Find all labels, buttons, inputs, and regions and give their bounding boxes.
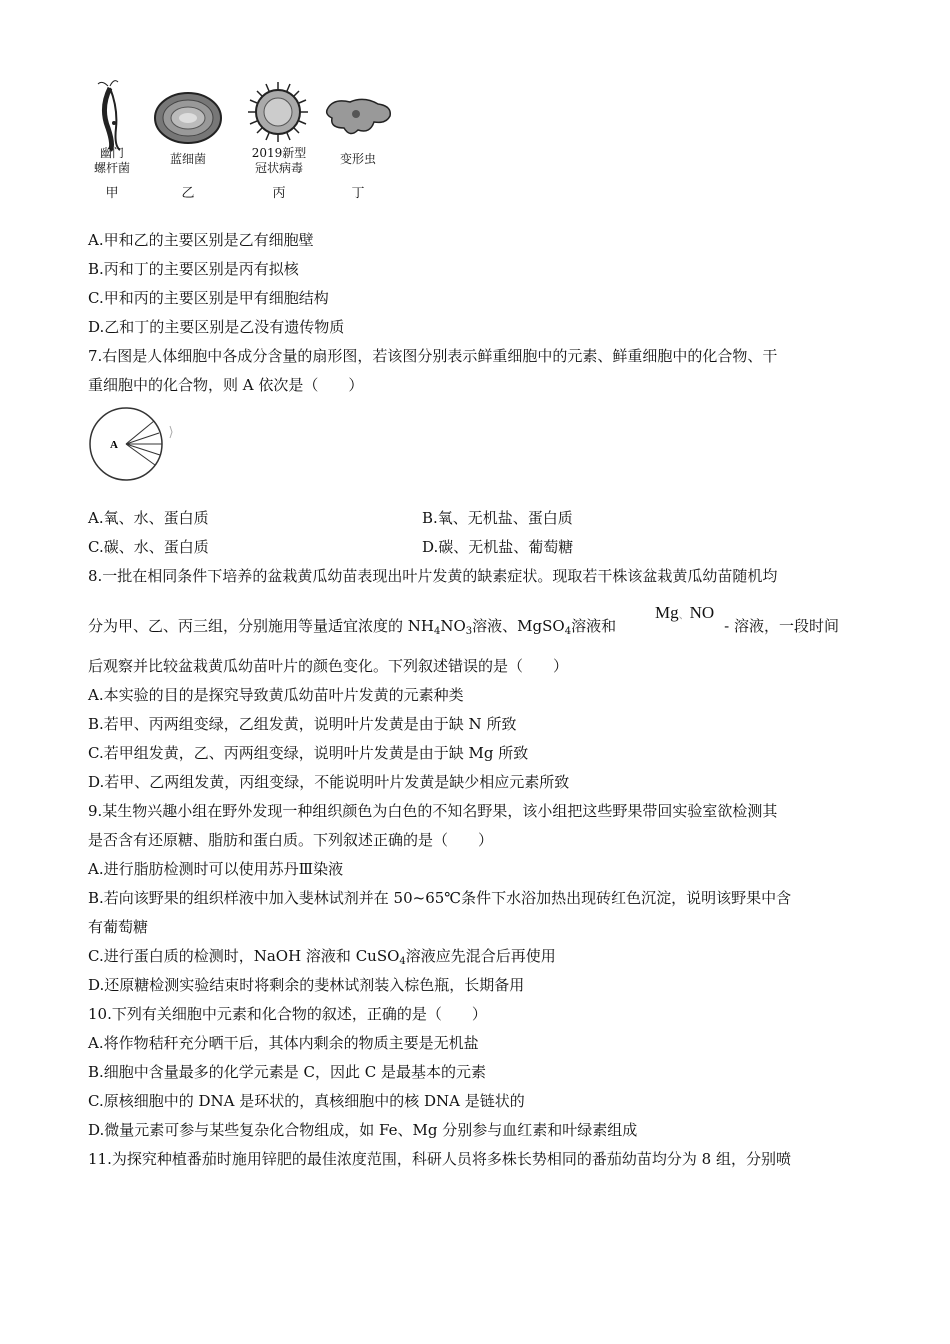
mg-no-formula (655, 603, 714, 623)
organism-figures (88, 78, 408, 208)
q9-stem-line-1: 9.某生物兴趣小组在野外发现一种组织颜色为白色的不知名野果，该小组把这些野果带回实验室欲检测其 (88, 802, 778, 820)
q7-stem-line-1: 7.右图是人体细胞中各成分含量的扇形图，若该图分别表示鲜重细胞中的元素、鲜重细胞中的化合物、干 (88, 347, 778, 365)
q10-stem: 10.下列有关细胞中元素和化合物的叙述，正确的是（ ） (88, 1005, 487, 1023)
q8-text: - 溶液，一段时间 (724, 617, 839, 635)
q10-option-c: C.原核细胞中的 DNA 是环状的，真核细胞中的核 DNA 是链状的 (88, 1092, 525, 1110)
q11-stem-line-1: 11.为探究种植番茄时施用锌肥的最佳浓度范围，科研人员将多株长势相同的番茄幼苗均分为 8 组，分别喷 (88, 1150, 791, 1168)
q8-text: 溶液和 (571, 617, 617, 635)
figure-label-bing (244, 146, 314, 176)
q6-option-d: D.乙和丁的主要区别是乙没有遗传物质 (88, 318, 345, 336)
figure-name-line: 2019新型 (251, 146, 307, 160)
q9-text: C.进行蛋白质的检测时，NaOH 溶液和 CuSO (88, 947, 400, 965)
q9-option-c (88, 946, 556, 972)
q7-option-c: C.碳、水、蛋白质 (88, 538, 209, 556)
q8-stem-line-2 (88, 616, 839, 642)
q7-option-a: A.氧、水、蛋白质 (88, 509, 209, 527)
figure-label-yi (160, 152, 216, 167)
q9-option-b-line-1: B.若向该野果的组织样液中加入斐林试剂并在 50~65℃条件下水浴加热出现砖红色沉淀，说明该野果中含 (88, 889, 792, 907)
q8-text: 溶液、MgSO (472, 617, 565, 635)
q9-option-a: A.进行脂肪检测时可以使用苏丹Ⅲ染液 (88, 860, 344, 878)
figure-label-jia (90, 146, 134, 176)
figure-name-line: 幽门 (99, 146, 124, 160)
q8-option-b: B.若甲、丙两组变绿，乙组发黄，说明叶片发黄是由于缺 N 所致 (88, 715, 517, 733)
figure-name-line: 变形虫 (339, 152, 376, 166)
q10-option-d: D.微量元素可参与某些复杂化合物组成，如 Fe、Mg 分别参与血红素和叶绿素组成 (88, 1121, 638, 1139)
q8-option-c: C.若甲组发黄，乙、丙两组变绿，说明叶片发黄是由于缺 Mg 所致 (88, 744, 529, 762)
subscript: 3 (465, 626, 473, 637)
sector-pie-chart (86, 404, 186, 484)
subscript: 4 (564, 626, 572, 637)
q7-stem-line-2: 重细胞中的化合物，则 A 依次是（ ） (88, 376, 364, 394)
figure-letter-jia: 甲 (105, 186, 119, 201)
figure-letter-yi: 乙 (181, 186, 195, 201)
q10-option-a: A.将作物秸秆充分晒干后，其体内剩余的物质主要是无机盐 (88, 1034, 479, 1052)
amoeba-icon (327, 99, 391, 133)
q6-option-b: B.丙和丁的主要区别是丙有拟核 (88, 260, 299, 278)
formula-mg: Mg (655, 603, 679, 622)
formula-separator: 、 (678, 609, 690, 621)
cyanobacteria-icon (155, 93, 221, 143)
figure-letter-ding: 丁 (351, 186, 365, 201)
q8-text: NO (440, 617, 466, 635)
coronavirus-icon (248, 82, 308, 142)
q9-text: 溶液应先混合后再使用 (405, 947, 556, 965)
q9-option-d: D.还原糖检测实验结束时将剩余的斐林试剂装入棕色瓶，长期备用 (88, 976, 525, 994)
helicobacter-icon (98, 81, 120, 150)
subscript: 4 (399, 956, 406, 967)
q10-option-b: B.细胞中含量最多的化学元素是 C，因此 C 是最基本的元素 (88, 1063, 487, 1081)
q9-stem-line-2: 是否含有还原糖、脂肪和蛋白质。下列叙述正确的是（ ） (88, 831, 494, 849)
figure-name-line: 蓝细菌 (169, 152, 206, 166)
q8-stem-line-3: 后观察并比较盆栽黄瓜幼苗叶片的颜色变化。下列叙述错误的是（ ） (88, 657, 569, 675)
q8-text: 分为甲、乙、丙三组，分别施用等量适宜浓度的 NH (88, 617, 434, 635)
figure-name-line: 冠状病毒 (254, 161, 303, 175)
q8-option-d: D.若甲、乙两组发黄，丙组变绿，不能说明叶片发黄是缺少相应元素所致 (88, 773, 570, 791)
q7-option-d: D.碳、无机盐、葡萄糖 (422, 538, 574, 556)
q8-stem-line-1: 8.一批在相同条件下培养的盆栽黄瓜幼苗表现出叶片发黄的缺素症状。现取若干株该盆栽黄瓜幼苗随机均 (88, 567, 778, 585)
q6-option-a: A.甲和乙的主要区别是乙有细胞壁 (88, 231, 314, 249)
figure-name-line: 螺杆菌 (93, 161, 130, 175)
figure-letter-bing: 丙 (272, 186, 286, 201)
figure-label-ding (328, 152, 388, 167)
formula-no: NO (689, 603, 715, 622)
q7-option-b: B.氧、无机盐、蛋白质 (422, 509, 573, 527)
q8-option-a: A.本实验的目的是探究导致黄瓜幼苗叶片发黄的元素种类 (88, 686, 464, 704)
q6-option-c: C.甲和丙的主要区别是甲有细胞结构 (88, 289, 329, 307)
pie-label-a: A (110, 439, 118, 451)
q9-option-b-line-2: 有葡萄糖 (88, 918, 149, 936)
subscript: 4 (433, 626, 441, 637)
